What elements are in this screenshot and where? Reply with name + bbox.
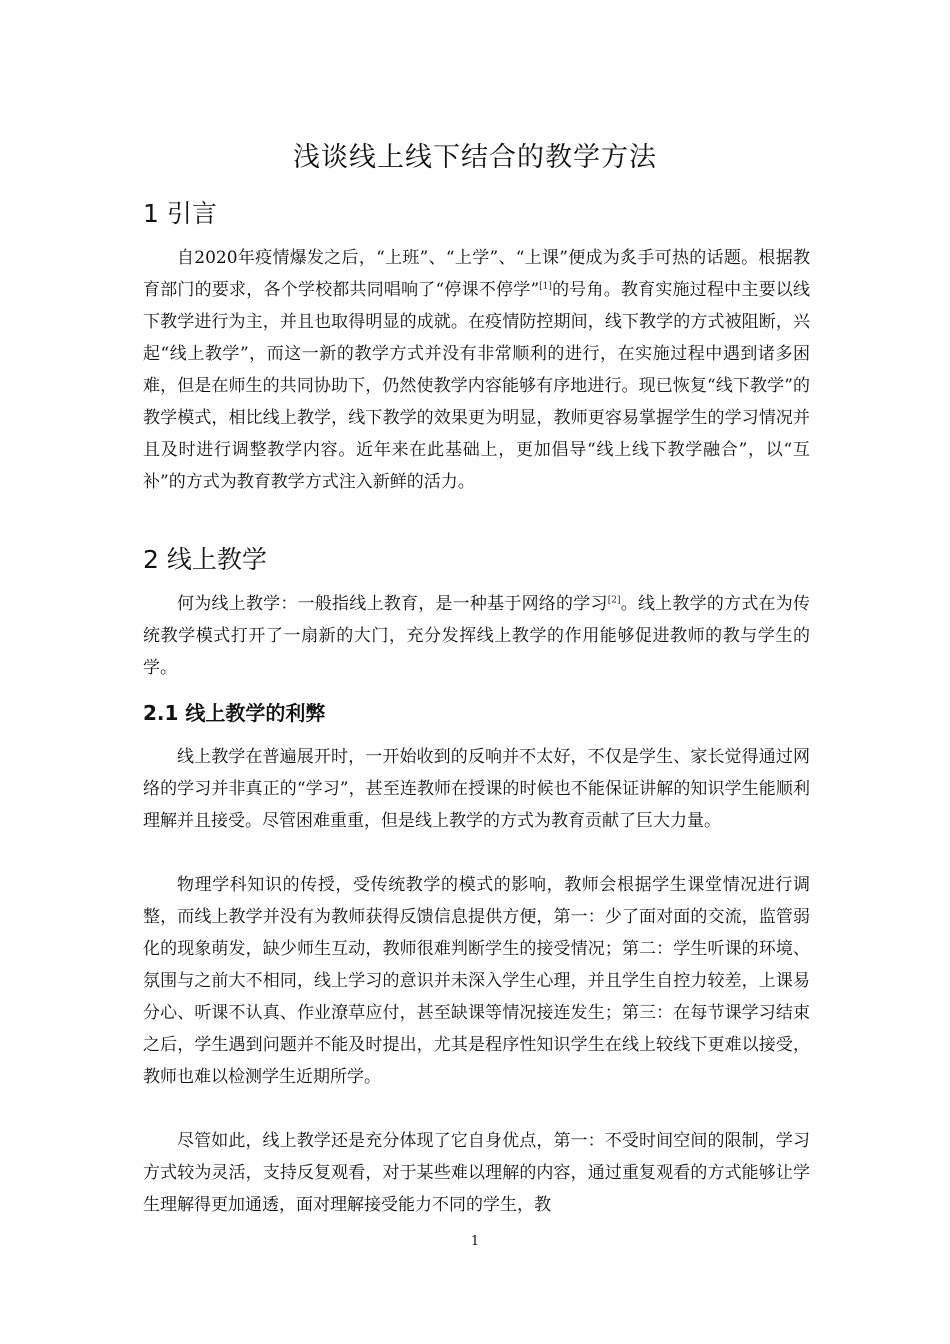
intro-text-part1: 自2020年疫情爆发之后，“上班”、“上学”、“上课”便成为炙手可热的话题。根据教育部门的要求，各个学校都共同唱响了“停课不停学”	[143, 248, 810, 300]
pros-cons-paragraph-1: 线上教学在普遍展开时，一开始收到的反响并不太好，不仅是学生、家长觉得通过网络的学习并非真正的“学习”，甚至连教师在授课的时候也不能保证讲解的知识学生能顺利理解并且接受。尽管困难重重，但是线上教学的方式为教育贡献了巨大力量。	[143, 747, 810, 831]
citation-ref-2: [2]	[607, 595, 621, 606]
online-text-part1: 何为线上教学：一般指线上教育，是一种基于网络的学习	[177, 594, 608, 614]
intro-text-part2: 的号角。教育实施过程中主要以线下教学进行为主，并且也取得明显的成就。在疫情防控期间，线下教学的方式被阻断，兴起“线上教学”，而这一新的教学方式并没有非常顺利的进行，在实施过程中遇到诸多困难，但是在师生的共同协助下，仍然使教学内容能够有序地进行。现已恢复“线下教学”的教学模式，相比线上教学，线下教学的效果更为明显，教师更容易掌握学生的学习情况并且及时进行调整教学内容。近年来在此基础上，更加倡导“线上线下教学融合”，以“互补”的方式为教育教学方式注入新鲜的活力。	[143, 280, 810, 492]
citation-ref-1: [1]	[539, 281, 552, 292]
section-heading-online: 2 线上教学	[143, 545, 267, 574]
online-paragraph	[143, 588, 810, 684]
document-title: 浅谈线上线下结合的教学方法	[293, 142, 657, 173]
pros-cons-paragraph-3: 尽管如此，线上教学还是充分体现了它自身优点，第一：不受时间空间的限制，学习方式较为灵活，支持反复观看，对于某些难以理解的内容，通过重复观看的方式能够让学生理解得更加通透，面对理解接受能力不同的学生，教	[143, 1131, 810, 1215]
online-text-part2: 。线上教学的方式在为传统教学模式打开了一扇新的大门，充分发挥线上教学的作用能够促进教师的教与学生的学。	[143, 594, 811, 678]
subsection-heading-pros-cons: 2.1 线上教学的利弊	[143, 701, 326, 725]
page-number: 1	[470, 1234, 480, 1249]
pros-cons-paragraph-2: 物理学科知识的传授，受传统教学的模式的影响，教师会根据学生课堂情况进行调整，而线上教学并没有为教师获得反馈信息提供方便，第一：少了面对面的交流，监管弱化的现象萌发，缺少师生互动，教师很难判断学生的接受情况；第二：学生听课的环境、氛围与之前大不相同，线上学习的意识并未深入学生心理，并且学生自控力较差，上课易分心、听课不认真、作业潦草应付，甚至缺课等情况接连发生；第三：在每节课学习结束之后，学生遇到问题并不能及时提出，尤其是程序性知识学生在线上较线下更难以接受，教师也难以检测学生近期所学。	[143, 875, 810, 1087]
section-heading-intro: 1 引言	[143, 199, 217, 228]
intro-paragraph	[143, 242, 810, 498]
